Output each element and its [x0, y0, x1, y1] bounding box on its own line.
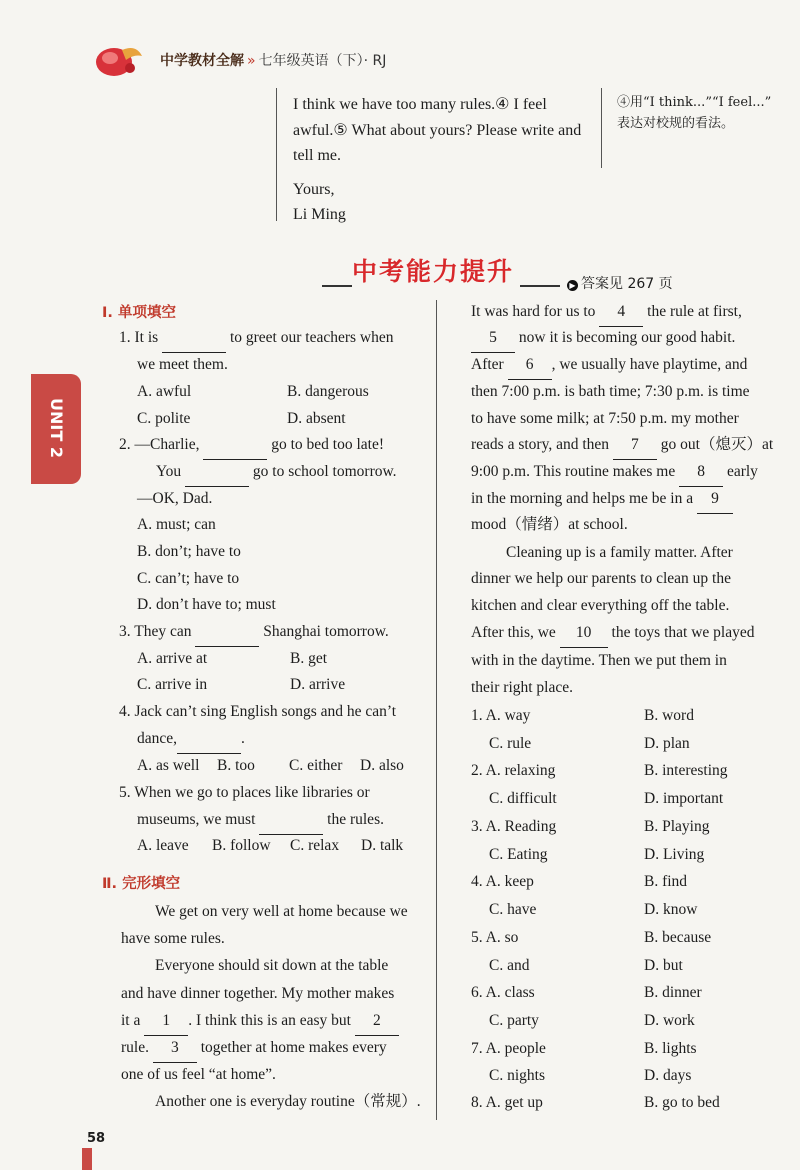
option[interactable]: A. leave: [137, 837, 189, 854]
option[interactable]: C. either: [289, 757, 343, 774]
cloze-option[interactable]: 1. A. way: [471, 707, 531, 724]
cloze-line: to have some milk; at 7:50 p.m. my mother: [471, 410, 739, 427]
cloze-option[interactable]: B. word: [644, 707, 694, 724]
cloze-option[interactable]: B. dinner: [644, 984, 702, 1001]
answer-blank[interactable]: [162, 325, 226, 353]
page-number: 58: [87, 1131, 106, 1146]
q3-text: 3. They can: [119, 623, 192, 640]
option[interactable]: A. awful: [137, 383, 192, 400]
option[interactable]: C. arrive in: [137, 676, 208, 693]
section-title: 中考能力提升: [352, 257, 515, 286]
option[interactable]: B. too: [217, 757, 255, 774]
cloze-option[interactable]: 6. A. class: [471, 984, 535, 1001]
answer-blank[interactable]: [203, 432, 267, 460]
page-header: [160, 50, 386, 70]
cloze-text: in the morning and helps me be in a: [471, 490, 694, 507]
book-subtitle: 七年级英语（下）· RJ: [258, 53, 387, 69]
cloze-text: , we usually have playtime, and: [551, 356, 748, 373]
letter-signature: Li Ming: [293, 206, 346, 223]
question-4-line2: [137, 726, 245, 754]
cloze-option[interactable]: 3. A. Reading: [471, 818, 557, 835]
cloze-line: have some rules.: [121, 930, 225, 947]
note-line: 表达对校规的看法。: [617, 116, 735, 131]
numbered-blank[interactable]: 6: [508, 352, 552, 380]
cloze-line: We get on very well at home because we: [155, 903, 408, 920]
numbered-blank[interactable]: 10: [560, 620, 608, 648]
cloze-text: now it is becoming our good habit.: [518, 329, 736, 346]
cloze-line: Cleaning up is a family matter. After: [506, 544, 733, 561]
answer-ref-text: 答案见 267 页: [581, 276, 673, 292]
q2-reply: —OK, Dad.: [137, 490, 213, 507]
cloze-line: Another one is everyday routine（常规）.: [155, 1093, 421, 1110]
cloze-text: the toys that we played: [611, 624, 755, 641]
option[interactable]: D. absent: [287, 410, 346, 427]
q5-text: the rules.: [327, 811, 384, 828]
cloze-line: [471, 352, 747, 380]
cloze-text: 9:00 p.m. This routine makes me: [471, 463, 676, 480]
part2-heading: Ⅱ. 完形填空: [102, 876, 181, 892]
question-2-line2: [156, 459, 397, 487]
cloze-line: [121, 1035, 387, 1063]
book-logo-icon: [92, 40, 146, 80]
q1-cont: we meet them.: [137, 356, 228, 373]
cloze-option[interactable]: D. days: [644, 1067, 692, 1084]
cloze-option[interactable]: B. lights: [644, 1040, 697, 1057]
option[interactable]: C. polite: [137, 410, 191, 427]
option[interactable]: B. follow: [212, 837, 271, 854]
cloze-line: dinner we help our parents to clean up the: [471, 570, 731, 587]
option[interactable]: D. talk: [361, 837, 404, 854]
question-3: [119, 619, 389, 647]
cloze-option[interactable]: 7. A. people: [471, 1040, 546, 1057]
cloze-line: with in the daytime. Then we put them in: [471, 652, 727, 669]
cloze-text: the rule at first,: [647, 303, 742, 320]
header-separator: »: [247, 53, 256, 69]
answer-blank[interactable]: [177, 726, 241, 754]
q2-text: 2. —Charlie,: [119, 436, 200, 453]
cloze-text: After this, we: [471, 624, 556, 641]
cloze-line: [471, 299, 742, 327]
cloze-line: Everyone should sit down at the table: [155, 957, 389, 974]
cloze-option[interactable]: D. but: [644, 957, 683, 974]
cloze-option[interactable]: C. have: [489, 901, 537, 918]
note-line: ④用“I think...”“I feel...”: [617, 95, 772, 110]
q3-text: Shanghai tomorrow.: [263, 623, 389, 640]
unit-tab: [31, 374, 81, 484]
unit-tab-label: UNIT 2: [47, 398, 66, 458]
question-1: [119, 325, 393, 353]
cloze-option[interactable]: B. go to bed: [644, 1094, 720, 1111]
cloze-option[interactable]: B. Playing: [644, 818, 710, 835]
option[interactable]: B. get: [290, 650, 328, 667]
cloze-option[interactable]: D. important: [644, 790, 724, 807]
option[interactable]: A. arrive at: [137, 650, 208, 667]
q4-text: .: [241, 730, 245, 747]
numbered-blank[interactable]: 8: [679, 459, 723, 487]
letter-line: tell me.: [293, 147, 341, 164]
letter-closing: Yours,: [293, 180, 335, 198]
page-corner-flag: [82, 1148, 92, 1170]
answer-blank[interactable]: [195, 619, 259, 647]
letter-right-rule: [601, 88, 602, 168]
cloze-line: [471, 459, 758, 487]
cloze-option[interactable]: 8. A. get up: [471, 1094, 543, 1111]
letter-line: I think we have too many rules.④ I feel: [293, 96, 547, 113]
option[interactable]: C. can’t; have to: [137, 570, 240, 587]
numbered-blank[interactable]: 9: [697, 486, 733, 514]
numbered-blank[interactable]: 7: [613, 432, 657, 460]
q2-text: go to school tomorrow.: [252, 463, 397, 480]
part1-heading: Ⅰ. 单项填空: [102, 305, 176, 321]
letter-left-rule: [276, 88, 277, 221]
cloze-line: and have dinner together. My mother makes: [121, 985, 395, 1002]
option[interactable]: C. relax: [290, 837, 340, 854]
option[interactable]: D. arrive: [290, 676, 346, 693]
question-5: 5. When we go to places like libraries or: [119, 784, 370, 801]
cloze-option[interactable]: 4. A. keep: [471, 873, 534, 890]
cloze-text: go out（熄灭）at: [660, 436, 774, 453]
cloze-text: it a: [121, 1012, 141, 1029]
question-5-line2: [137, 807, 384, 835]
cloze-option[interactable]: D. work: [644, 1012, 695, 1029]
q4-text: dance,: [137, 730, 178, 747]
cloze-line: [471, 620, 754, 648]
cloze-text: reads a story, and then: [471, 436, 610, 453]
answer-reference: [567, 273, 673, 293]
numbered-blank[interactable]: 5: [471, 325, 515, 353]
cloze-option[interactable]: B. interesting: [644, 762, 728, 779]
title-underline-left: [322, 285, 352, 287]
book-title: 中学教材全解: [160, 53, 244, 69]
cloze-text: early: [726, 463, 758, 480]
cloze-option[interactable]: C. Eating: [489, 846, 548, 863]
cloze-line: then 7:00 p.m. is bath time; 7:30 p.m. is time: [471, 383, 750, 400]
side-note: [617, 92, 785, 134]
cloze-option[interactable]: C. and: [489, 957, 530, 974]
title-underline-right: [520, 285, 560, 287]
cloze-option[interactable]: C. rule: [489, 735, 532, 752]
cloze-line: [471, 432, 773, 460]
option[interactable]: A. must; can: [137, 516, 216, 533]
cloze-option[interactable]: D. know: [644, 901, 698, 918]
cloze-option[interactable]: D. Living: [644, 846, 705, 863]
cloze-text: . I think this is an easy but: [188, 1012, 351, 1029]
option[interactable]: B. don’t; have to: [137, 543, 241, 560]
cloze-line: [121, 1008, 399, 1036]
cloze-line: [471, 486, 733, 514]
cloze-line: [471, 325, 735, 353]
cloze-text: together at home makes every: [200, 1039, 387, 1056]
cloze-line: mood（情绪）at school.: [471, 516, 628, 533]
q2-text: go to bed too late!: [271, 436, 385, 453]
question-4: 4. Jack can’t sing English songs and he can’t: [119, 703, 397, 720]
cloze-option[interactable]: C. nights: [489, 1067, 545, 1084]
q2-text: You: [156, 463, 182, 480]
cloze-text: It was hard for us to: [471, 303, 596, 320]
column-divider: [436, 300, 437, 1120]
cloze-option[interactable]: B. because: [644, 929, 712, 946]
q1-text: 1. It is: [119, 329, 159, 346]
letter-line: awful.⑤ What about yours? Please write and: [293, 121, 582, 139]
option[interactable]: B. dangerous: [287, 383, 369, 400]
cloze-line: kitchen and clear everything off the table.: [471, 597, 730, 614]
answer-blank[interactable]: [185, 459, 249, 487]
cloze-option[interactable]: D. plan: [644, 735, 690, 752]
letter-text: [293, 92, 595, 228]
numbered-blank[interactable]: 1: [144, 1008, 188, 1036]
question-2: [119, 432, 384, 460]
cloze-text: rule.: [121, 1039, 149, 1056]
option[interactable]: D. also: [360, 757, 404, 774]
play-icon: ▶: [567, 280, 578, 291]
cloze-option[interactable]: C. party: [489, 1012, 539, 1029]
cloze-line: one of us feel “at home”.: [121, 1066, 276, 1083]
numbered-blank[interactable]: 2: [355, 1008, 399, 1036]
q1-text: to greet our teachers when: [229, 329, 394, 346]
option[interactable]: D. don’t have to; must: [137, 596, 276, 613]
cloze-text: After: [471, 356, 504, 373]
cloze-line: their right place.: [471, 679, 573, 696]
option[interactable]: A. as well: [137, 757, 200, 774]
q5-text: museums, we must: [137, 811, 256, 828]
numbered-blank[interactable]: 3: [153, 1035, 197, 1063]
cloze-option[interactable]: B. find: [644, 873, 688, 890]
numbered-blank[interactable]: 4: [599, 299, 643, 327]
cloze-option[interactable]: C. difficult: [489, 790, 557, 807]
cloze-option[interactable]: 2. A. relaxing: [471, 762, 556, 779]
cloze-option[interactable]: 5. A. so: [471, 929, 519, 946]
answer-blank[interactable]: [259, 807, 323, 835]
